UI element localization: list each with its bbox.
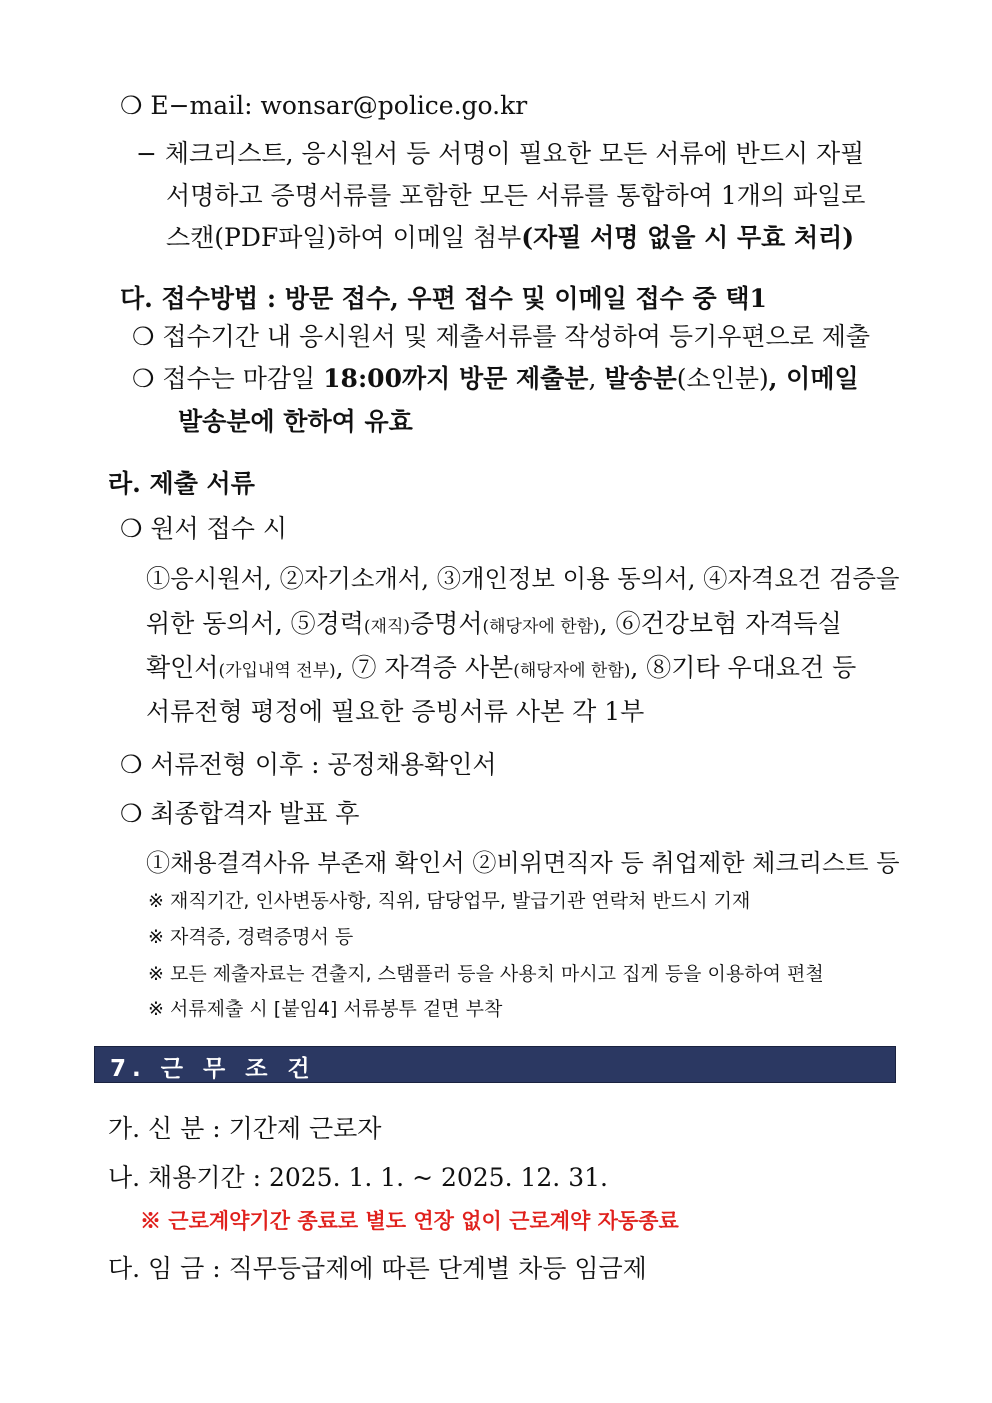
submission-documents-heading: 라. 제출 서류	[108, 469, 255, 498]
deadline-postmark: (소인분)	[676, 364, 769, 393]
document-list-line-3	[146, 648, 856, 684]
doc-text: 증명서	[410, 609, 483, 638]
note-employment-details: ※ 재직기간, 인사변동사항, 직위, 담당업무, 발급기관 연락처 반드시 기재	[148, 890, 751, 912]
reception-item-registered-mail: ❍ 접수기간 내 응시원서 및 제출서류를 작성하여 등기우편으로 제출	[132, 322, 871, 351]
section-7-header-bar	[94, 1046, 896, 1083]
employment-period-line: 나. 채용기간 : 2025. 1. 1. ~ 2025. 12. 31.	[108, 1163, 608, 1192]
document-list-line-1: ①응시원서, ②자기소개서, ③개인정보 이용 동의서, ④자격요건 검증을	[146, 564, 900, 593]
doc-small-text: (가입내역 전부)	[218, 661, 336, 681]
final-announcement-bullet: ❍ 최종합격자 발표 후	[120, 799, 360, 828]
email-instruction-line-1: − 체크리스트, 응시원서 등 서명이 필요한 모든 서류에 반드시 자필	[136, 139, 865, 168]
deadline-mail: 발송분	[604, 364, 677, 393]
deadline-separator: ,	[588, 364, 605, 393]
reception-item-deadline	[132, 359, 859, 395]
section-7-title: 7. 근 무 조 건	[110, 1056, 316, 1082]
email-instruction-line-3	[166, 218, 854, 254]
contract-auto-termination-note: ※ 근로계약기간 종료로 별도 연장 없이 근로계약 자동종료	[140, 1208, 679, 1233]
wage-line: 다. 임 금 : 직무등급제에 따른 단계별 차등 임금제	[108, 1254, 647, 1283]
doc-text: , ⑦ 자격증 사본	[335, 653, 514, 682]
note-envelope: ※ 서류제출 시 [붙임4] 서류봉투 겉면 부착	[148, 998, 503, 1020]
deadline-prefix: ❍ 접수는 마감일	[132, 364, 324, 393]
doc-text: 확인서	[146, 653, 219, 682]
doc-small-text: (재직)	[363, 617, 411, 637]
deadline-time: 18:00까지 방문 제출분	[323, 364, 589, 393]
email-instruction-bold: (자필 서명 없을 시 무효 처리)	[521, 223, 855, 252]
doc-small-text: (해당자에 한함)	[513, 661, 631, 681]
after-screening-bullet: ❍ 서류전형 이후 : 공정채용확인서	[120, 750, 497, 779]
reception-method-heading: 다. 접수방법 : 방문 접수, 우편 접수 및 이메일 접수 중 택1	[120, 284, 767, 313]
note-binding: ※ 모든 제출자료는 견출지, 스탬플러 등을 사용치 마시고 집게 등을 이용하여 편철	[148, 963, 824, 985]
doc-text: 위한 동의서, ⑤경력	[146, 609, 364, 638]
document-list-line-2	[146, 604, 842, 640]
note-certificates: ※ 자격증, 경력증명서 등	[148, 926, 354, 948]
email-line: ❍ E−mail: wonsar@police.go.kr	[120, 91, 528, 120]
doc-small-text: (해당자에 한함)	[482, 617, 600, 637]
employment-status-line: 가. 신 분 : 기간제 근로자	[108, 1114, 382, 1143]
doc-text: , ⑧기타 우대요건 등	[630, 653, 857, 682]
document-list-line-4: 서류전형 평정에 필요한 증빙서류 사본 각 1부	[146, 697, 645, 726]
email-instruction-plain: 스캔(PDF파일)하여 이메일 첨부	[166, 223, 522, 252]
final-documents-line: ①채용결격사유 부존재 확인서 ②비위면직자 등 취업제한 체크리스트 등	[146, 849, 900, 877]
application-stage-bullet: ❍ 원서 접수 시	[120, 514, 288, 543]
doc-text: , ⑥건강보험 자격득실	[599, 609, 842, 638]
deadline-email: , 이메일	[768, 364, 859, 393]
reception-item-deadline-line-2: 발송분에 한하여 유효	[178, 407, 413, 436]
email-instruction-line-2: 서명하고 증명서류를 포함한 모든 서류를 통합하여 1개의 파일로	[166, 181, 866, 210]
